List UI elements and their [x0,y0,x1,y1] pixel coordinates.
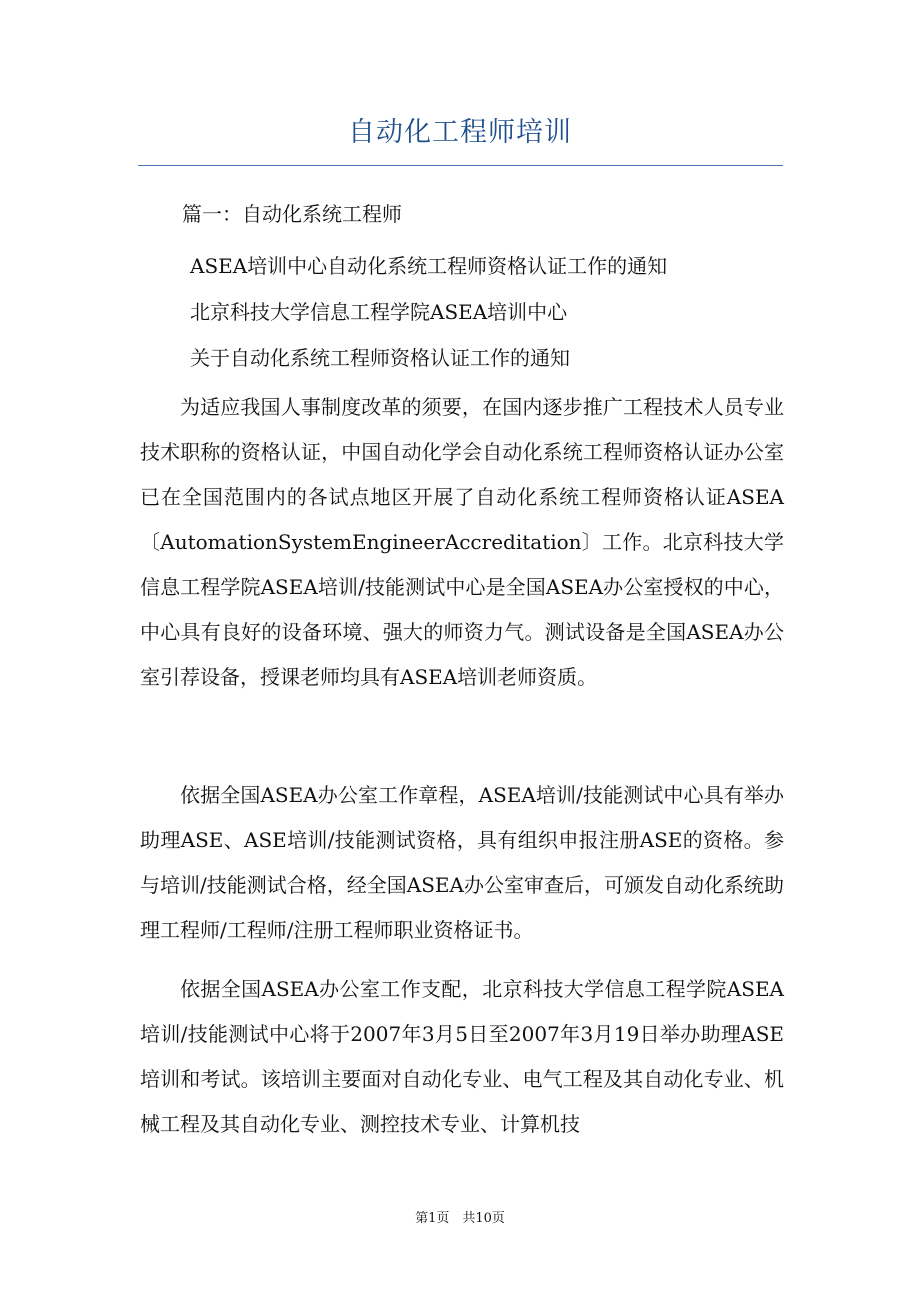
body-paragraph-2: 依据全国ASEA办公室工作章程，ASEA培训/技能测试中心具有举办助理ASE、ASE培训/技能测试资格，具有组织申报注册ASE的资格。参与培训/技能测试合格，经全国ASEA办公室审查后，可颁发自动化系统助理工程师/工程师/注册工程师职业资格证书。 [140,783,784,942]
notice-title-line: ASEA培训中心自动化系统工程师资格认证工作的通知 [190,254,668,278]
page-footer: 第1页 共10页 [415,1211,505,1226]
body-paragraph-3: 依据全国ASEA办公室工作支配，北京科技大学信息工程学院ASEA培训/技能测试中心将于2007年3月5日至2007年3月19日举办助理ASE培训和考试。该培训主要面对自动化专业、电气工程及其自动化专业、机械工程及其自动化专业、测控技术专业、计算机技 [140,977,784,1136]
title-underline [138,165,783,166]
section-heading: 篇一：自动化系统工程师 [182,202,402,226]
subject-line: 关于自动化系统工程师资格认证工作的通知 [190,346,570,370]
document-title: 自动化工程师培训 [348,117,572,148]
body-paragraph-1: 为适应我国人事制度改革的须要，在国内逐步推广工程技术人员专业技术职称的资格认证，中国自动化学会自动化系统工程师资格认证办公室已在全国范围内的各试点地区开展了自动化系统工程师资格认证ASEA〔AutomationSystemEngineerAccreditation〕工作。北京科技大学信息工程学院ASEA培训/技能测试中心是全国ASEA办公室授权的中心，中心具有良好的设备环境、强大的师资力气。测试设备是全国ASEA办公室引荐设备，授课老师均具有ASEA培训老师资质。 [140,395,784,689]
organization-line: 北京科技大学信息工程学院ASEA培训中心 [190,300,568,324]
